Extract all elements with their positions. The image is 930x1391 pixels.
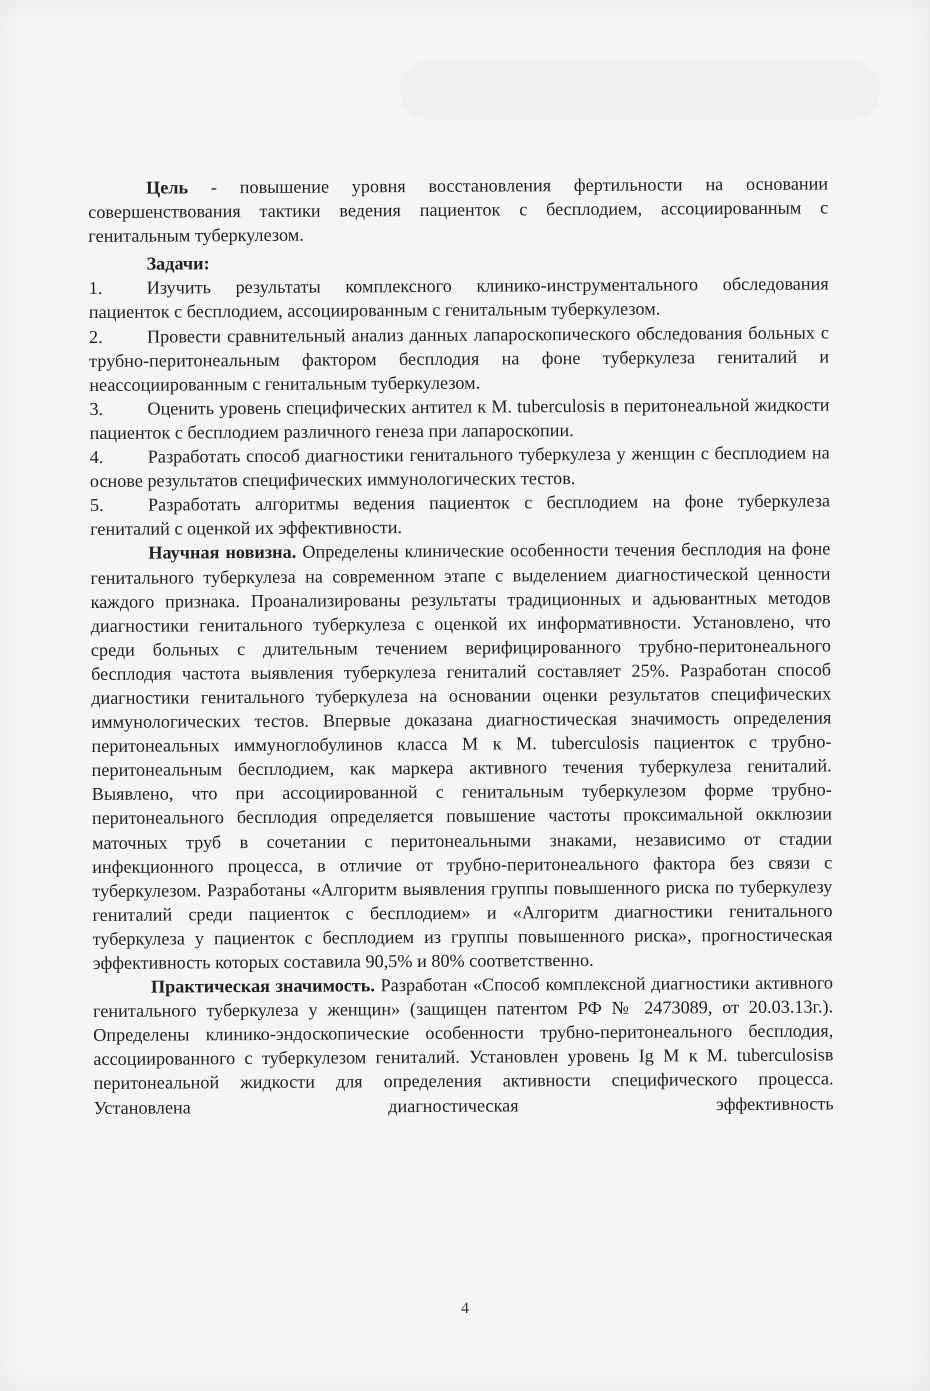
novelty-text: Определены клинические особенности течения бесплодия на фоне генитального туберкулеза на современном этапе с выделением диагностической ценности каждого признака. Проанализированы результаты традиционных и адьювантных методов диагностики генитального туберкулеза с оценкой их информативности. Установлено, что среди больных с длительным течением верифицированного трубно-перитонеального бесплодия частота выявления туберкулеза гениталий составляет 25%. Разработан способ диагностики генитального туберкулеза на основании оценки результатов специфических иммунологических тестов. Впервые доказана диагностическая значимость определения перитонеальных иммуноглобулинов класса M к M. tuberculosis пациенток с трубно-перитонеальным бесплодием, как маркера активного течения туберкулеза гениталий. Выявлено, что при ассоциированной с генитальным туберкулезом форме трубно-перитонеального бесплодия определяется повышение частоты проксимальной окклюзии маточных труб в сочетании с перитонеальными знаками, независимо от стадии инфекционного процесса, в отличие от трубно-перитонеального фактора без связи с туберкулезом. Разработаны «Алгоритм выявления группы повышенного риска по туберкулезу гениталий среди пациенток с бесплодием» и «Алгоритм диагностики генитального туберкулеза у пациенток с бесплодием из группы повышенного риска», прогностическая эффективность которых составила 90,5% и 80% соответственно. (90, 538, 833, 973)
task-item (89, 272, 829, 325)
tasks-heading: Задачи: (146, 253, 210, 274)
practical-paragraph (93, 971, 834, 1120)
novelty-label: Научная новизна. (148, 542, 297, 564)
tasks-list (89, 272, 831, 542)
goal-text: - повышение уровня восстановления фертильности на основании совершенствования тактики ведения пациенток с бесплодием, ассоциированным с генитальным туберкулезом. (88, 173, 829, 247)
task-text: Провести сравнительный анализ данных лапароскопического обследования больных с трубно-перитонеальным фактором бесплодия на фоне туберкулеза гениталий и неассоциированным с генитальным туберкулезом. (89, 322, 830, 395)
novelty-paragraph (90, 537, 833, 975)
task-text: Разработать способ диагностики генитального туберкулеза у женщин с бесплодием на основе результатов специфических иммунологических тестов. (89, 442, 830, 492)
task-item (90, 489, 830, 542)
task-text: Оценить уровень специфических антител к M. tuberculosis в перитонеальной жидкости пациенток с бесплодием различного генеза при лапароскопии. (89, 394, 830, 443)
page-number: 4 (461, 1300, 469, 1317)
task-item (89, 392, 829, 445)
scan-shadow (400, 60, 880, 120)
task-number: 3. (89, 398, 104, 419)
goal-label: Цель (146, 177, 189, 198)
goal-paragraph (88, 171, 828, 248)
task-number: 1. (88, 278, 103, 299)
task-number: 4. (89, 446, 104, 468)
task-number: 2. (88, 326, 103, 347)
task-item (90, 441, 830, 494)
task-text: Разработать алгоритмы ведения пациенток с бесплодием на фоне туберкулеза гениталий с оценкой их эффективности. (90, 490, 831, 540)
document-body (88, 171, 834, 1119)
task-item (89, 320, 829, 397)
practical-label: Практическая значимость. (150, 975, 376, 997)
practical-text: Разработан «Способ комплексной диагностики активного генитального туберкулеза у женщин» (защищен патентом РФ № 2473089, от 20.03.13г.). Определены клинико-эндоскопические особенности трубно-перитонеального бесплодия, ассоциированного с туберкулезом гениталий. Установлен уровень Ig M к M. tuberculosisв перитонеальной жидкости для определения активности специфического процесса. Установлена диагностическая эффективность (93, 972, 834, 1118)
task-number: 5. (89, 495, 104, 516)
task-text: Изучить результаты комплексного клинико-инструментального обследования пациенток с бесплодием, ассоциированным с генитальным туберкулезом. (88, 273, 829, 323)
